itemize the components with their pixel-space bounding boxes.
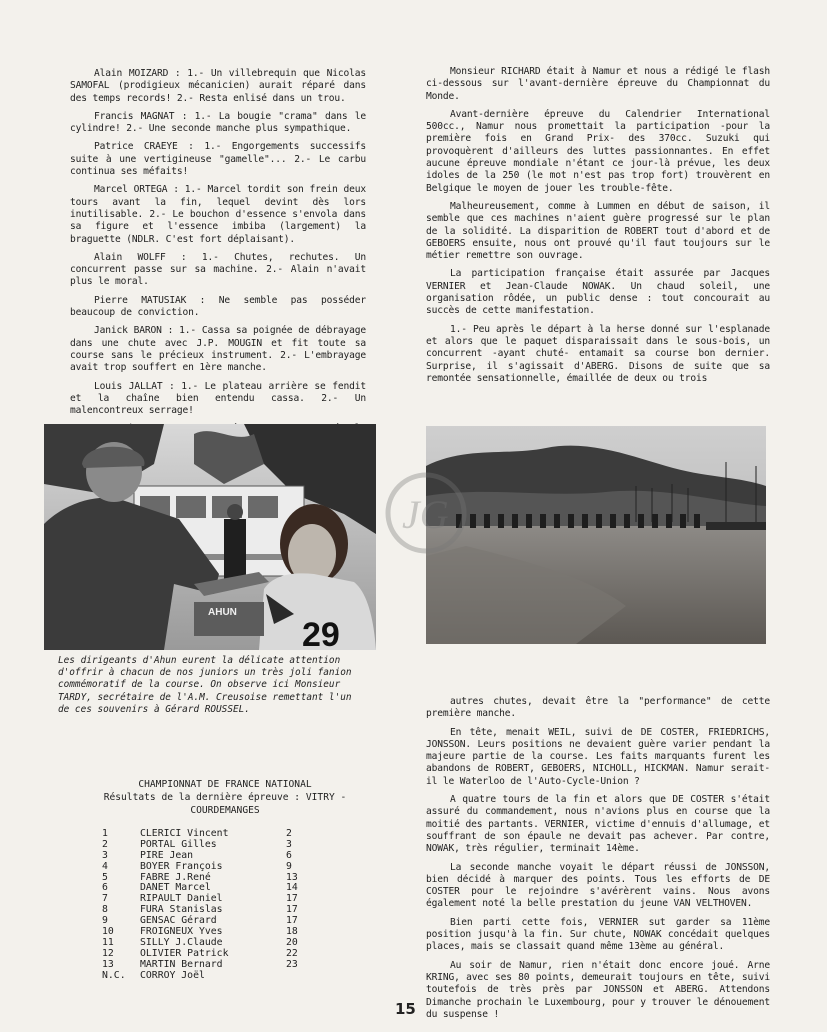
- results-row: [102, 960, 306, 971]
- paragraph: Avant-dernière épreuve du Calendrier International 500cc., Namur nous promettait la participation -pour la première fois en Grand Prix- des 370cc. Suzuki qui provoquèrent d'ailleurs des luttes passionnantes. En effet aucune épreuve mondiale n'étant ce jour-là prévue, les deux idoles de la 250 (le mot n'est pas trop fort) trouvèrent en Belgique le moyen de jouer les trouble-fête.: [426, 108, 770, 194]
- rider-name: FURA Stanislas: [140, 904, 223, 916]
- rider-name: FROIGNEUX Yves: [140, 926, 223, 938]
- paragraph: Alain WOLFF : 1.- Chutes, rechutes. Un concurrent passe sur sa machine. 2.- Alain n'avait plus le moral.: [70, 251, 366, 288]
- result-position: 4: [102, 860, 108, 872]
- rider-name: FABRE J.René: [140, 871, 211, 883]
- rider-name: OLIVIER Patrick: [140, 947, 229, 959]
- rider-name: RIPAULT Daniel: [140, 893, 223, 905]
- results-heading: [80, 778, 370, 817]
- results-title: CHAMPIONNAT DE FRANCE NATIONAL: [138, 779, 312, 790]
- rider-points: 20: [286, 936, 298, 948]
- rider-points: 3: [286, 838, 292, 850]
- rider-points: 17: [286, 893, 298, 905]
- results-subtitle: Résultats de la dernière épreuve : VITRY - COURDEMANGES: [103, 792, 347, 816]
- paragraph: Bien parti cette fois, VERNIER sut garder sa 11ème position jusqu'à la fin. Sur chute, NOWAK concédait quelques places, mais se classait quand même 13ème au général.: [426, 916, 770, 953]
- paragraph: Au soir de Namur, rien n'était donc encore joué. Arne KRING, avec ses 80 points, demeurait toujours en tête, suivi toutefois de très près par JONSSON et ABERG. Attendons Dimanche prochain le Luxembourg, pour y trouver le dénouement du suspense !: [426, 959, 770, 1020]
- result-position: 11: [102, 936, 114, 948]
- rider-name: SILLY J.Claude: [140, 936, 223, 948]
- result-position: 5: [102, 871, 108, 883]
- result-position: 10: [102, 926, 114, 938]
- paragraph: La seconde manche voyait le départ réussi de JONSSON, bien décidé à marquer des points. Tous les efforts de DE COSTER pour le rejoindre s'avérèrent vains. Nous avons également noté la belle prestation du jeune VAN VELTHOVEN.: [426, 861, 770, 910]
- paragraph: Louis JALLAT : 1.- Le plateau arrière se fendit et la chaîne bien entendu cassa. 2.- Un malencontreux serrage!: [70, 380, 366, 417]
- paragraph: A quatre tours de la fin et alors que DE COSTER s'était assuré du commandement, nous n'avions plus en course que la moitié des partants. VERNIER, victime d'ennuis d'allumage, et souffrant de son épaule ne devait pas achever. Par contre, NOWAK, très régulier, terminait 14ème.: [426, 794, 770, 855]
- result-position: 2: [102, 838, 108, 850]
- rider-points: 14: [286, 882, 298, 894]
- results-row: [102, 840, 306, 851]
- paragraph: Marcel ORTEGA : 1.- Marcel tordit son frein deux tours avant la fin, lequel devint dès lors inutilisable. 2.- Le bouchon d'essence s'envola dans sa figure et l'essence imbiba (largement) la braguette (NDLR. C'est fort déplaisant).: [70, 184, 366, 245]
- results-row: [102, 862, 306, 873]
- result-position: 8: [102, 904, 108, 916]
- right-column-top-text: [426, 66, 770, 391]
- paragraph: Janick BARON : 1.- Cassa sa poignée de débrayage dans une chute avec J.P. MOUGIN et fit toute sa course sans le précieux instrument. 2.- L'embrayage avait trop souffert en 1ère manche.: [70, 325, 366, 374]
- paragraph: Alain MOIZARD : 1.- Un villebrequin que Nicolas SAMOFAL (prodigieux mécanicien) aurait réparé dans des temps records! 2.- Resta enlisé dans un trou.: [70, 68, 366, 104]
- rider-points: 9: [286, 860, 292, 872]
- rider-points: 23: [286, 958, 298, 970]
- result-position: N.C.: [102, 969, 126, 981]
- rider-points: 2: [286, 828, 292, 839]
- results-table: [102, 829, 306, 981]
- result-position: 3: [102, 849, 108, 861]
- result-position: 13: [102, 958, 114, 970]
- paragraph: Pierre MATUSIAK : Ne semble pas posséder beaucoup de conviction.: [70, 294, 366, 319]
- right-column-bottom-text: [426, 696, 770, 1027]
- rider-name: PORTAL Gilles: [140, 838, 217, 850]
- rider-points: 18: [286, 926, 298, 938]
- result-position: 1: [102, 828, 108, 839]
- paragraph: La participation française était assurée par Jacques VERNIER et Jean-Claude NOWAK. Un chaud soleil, une organisation rôdée, un public dense : tout concourait au succès de cette manifestation.: [426, 268, 770, 317]
- rider-name: CORROY Joël: [140, 969, 205, 981]
- paragraph: autres chutes, devait être la "performance" de cette première manche.: [426, 696, 770, 720]
- photo-race-start: [426, 426, 766, 644]
- paragraph: Patrice CRAEYE : 1.- Engorgements successifs suite à une vertigineuse "gamelle"... 2.- Le carbu continua ses méfaits!: [70, 141, 366, 178]
- paragraph: 1.- Peu après le départ à la herse donné sur l'esplanade et alors que le paquet disparaissait dans le sous-bois, un concurrent -ayant chuté- entamait sa course bon dernier. Surprise, il s'agissait d'ABERG. Disons de suite que sa remontée sensationnelle, émaillée de deux ou trois: [426, 323, 770, 384]
- rider-points: 17: [286, 915, 298, 927]
- rider-points: 22: [286, 947, 298, 959]
- paragraph: Monsieur RICHARD était à Namur et nous a rédigé le flash ci-dessous sur l'avant-dernière épreuve du Championnat du Monde.: [426, 66, 770, 102]
- left-column-text: [70, 68, 366, 454]
- rider-name: GENSAC Gérard: [140, 915, 217, 927]
- rider-name: MARTIN Bernard: [140, 958, 223, 970]
- paragraph: En tête, menait WEIL, suivi de DE COSTER, FRIEDRICHS, JONSSON. Leurs positions ne devaient guère varier pendant la majeure partie de la course. Les faits marquants furent les abandons de ROBERT, GEBOERS, NICHOLL, HICKMAN. Namur serait-il le Waterloo de l'Auto-Cycle-Union ?: [426, 726, 770, 787]
- watermark-text: JG: [402, 492, 449, 537]
- rider-name: CLERICI Vincent: [140, 828, 229, 839]
- page-number: 15: [395, 1000, 416, 1018]
- photo-caption: Les dirigeants d'Ahun eurent la délicate attention d'offrir à chacun de nos juniors un très joli fanion commémoratif de la course. On observe ici Monsieur TARDY, secrétaire de l'A.M. Creusoise remettant l'un de ces souvenirs à Gérard ROUSSEL.: [58, 655, 352, 715]
- rider-points: 17: [286, 904, 298, 916]
- bib-number: 29: [302, 616, 340, 650]
- rider-name: BOYER François: [140, 860, 223, 872]
- rider-name: DANET Marcel: [140, 882, 211, 894]
- rider-points: [286, 971, 306, 982]
- paragraph: Malheureusement, comme à Lummen en début de saison, il semble que ces machines n'aient guère progressé sur le plan de la solidité. La disparition de ROBERT tout d'abord et de GEBOERS ensuite, nous ont prouvé qu'il faut toujours sur le métier remettre son ouvrage.: [426, 200, 770, 262]
- result-position: 7: [102, 893, 108, 905]
- rider-name: PIRE Jean: [140, 849, 194, 861]
- result-position: 9: [102, 915, 108, 927]
- banner-sign-text: AHUN: [208, 607, 237, 618]
- rider-points: 6: [286, 849, 292, 861]
- photo-trophy-presentation: [44, 424, 376, 650]
- paragraph: Francis MAGNAT : 1.- La bougie "crama" dans le cylindre! 2.- Une seconde manche plus sympathique.: [70, 110, 366, 135]
- result-position: 6: [102, 882, 108, 894]
- rider-points: 13: [286, 871, 298, 883]
- results-row: [102, 971, 306, 982]
- result-position: 12: [102, 947, 114, 959]
- jg-watermark-logo: [376, 468, 476, 558]
